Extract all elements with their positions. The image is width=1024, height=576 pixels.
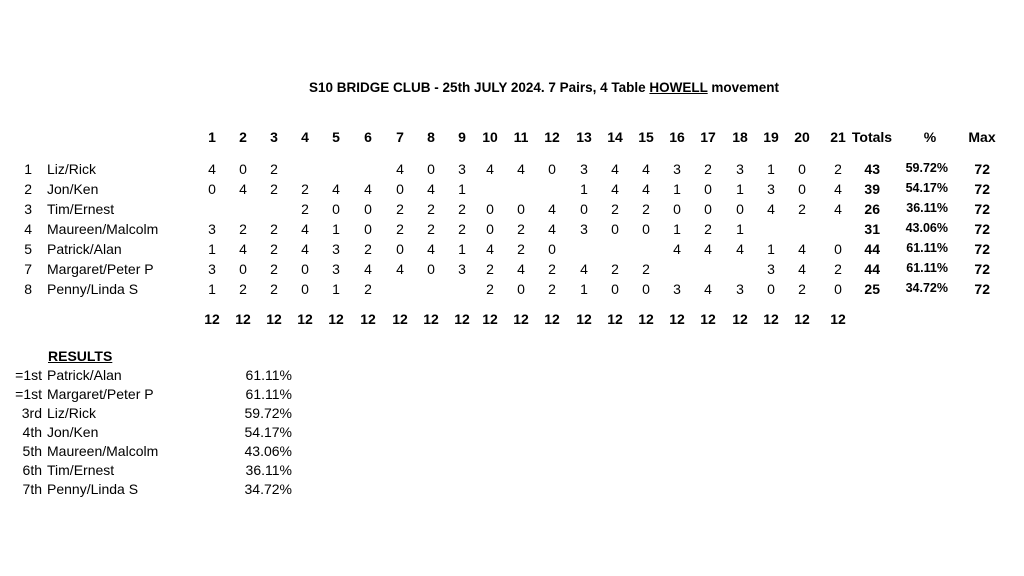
score-cell: 2 xyxy=(798,281,806,297)
score-cell: 2 xyxy=(704,221,712,237)
score-cell: 4 xyxy=(548,221,556,237)
score-cell: 0 xyxy=(642,281,650,297)
score-cell: 1 xyxy=(673,181,681,197)
board-max-value: 12 xyxy=(669,311,685,327)
score-cell: 2 xyxy=(396,201,404,217)
pair-number: 8 xyxy=(24,281,32,297)
board-header: 14 xyxy=(607,129,623,145)
score-cell: 1 xyxy=(767,161,775,177)
result-row xyxy=(0,386,300,404)
pair-name: Maureen/Malcolm xyxy=(47,221,159,237)
pair-percent: 59.72% xyxy=(905,161,948,175)
score-cell: 2 xyxy=(548,281,556,297)
score-cell: 0 xyxy=(611,281,619,297)
board-header: 16 xyxy=(669,129,685,145)
pair-total: 25 xyxy=(864,281,880,297)
score-cell: 0 xyxy=(396,241,404,257)
pair-name: Jon/Ken xyxy=(47,181,99,197)
board-max-value: 12 xyxy=(360,311,376,327)
score-cell: 4 xyxy=(736,241,744,257)
board-header: 9 xyxy=(458,129,466,145)
result-percent: 54.17% xyxy=(244,424,292,440)
board-max-value: 12 xyxy=(235,311,251,327)
score-cell: 4 xyxy=(548,201,556,217)
score-cell: 4 xyxy=(396,261,404,277)
score-cell: 4 xyxy=(486,161,494,177)
totals-header: Totals xyxy=(851,129,893,145)
score-cell: 4 xyxy=(642,161,650,177)
board-header: 6 xyxy=(364,129,372,145)
score-cell: 0 xyxy=(834,241,842,257)
score-cell: 4 xyxy=(364,181,372,197)
score-cell: 2 xyxy=(396,221,404,237)
board-header: 7 xyxy=(396,129,404,145)
score-cell: 2 xyxy=(301,181,309,197)
score-cell: 4 xyxy=(301,241,309,257)
board-header: 19 xyxy=(763,129,779,145)
score-cell: 3 xyxy=(673,281,681,297)
board-max-value: 12 xyxy=(204,311,220,327)
pair-number: 7 xyxy=(24,261,32,277)
pair-number: 2 xyxy=(24,181,32,197)
score-cell: 1 xyxy=(736,221,744,237)
score-cell: 0 xyxy=(517,201,525,217)
score-cell: 2 xyxy=(301,201,309,217)
score-cell: 4 xyxy=(580,261,588,277)
board-header: 2 xyxy=(239,129,247,145)
score-cell: 4 xyxy=(239,181,247,197)
score-cell: 4 xyxy=(611,181,619,197)
score-cell: 3 xyxy=(458,261,466,277)
score-cell: 1 xyxy=(580,281,588,297)
score-cell: 3 xyxy=(767,181,775,197)
score-cell: 2 xyxy=(270,221,278,237)
score-cell: 4 xyxy=(798,241,806,257)
pair-percent: 61.11% xyxy=(906,241,948,255)
pair-number: 1 xyxy=(24,161,32,177)
score-cell: 0 xyxy=(834,281,842,297)
pair-max: 72 xyxy=(974,241,990,257)
score-cell: 1 xyxy=(673,221,681,237)
score-cell: 4 xyxy=(364,261,372,277)
result-position: 6th xyxy=(22,462,42,478)
score-cell: 0 xyxy=(642,221,650,237)
pct-header: % xyxy=(923,129,937,145)
board-max-value: 12 xyxy=(544,311,560,327)
score-cell: 0 xyxy=(301,281,309,297)
pair-percent: 54.17% xyxy=(905,181,948,195)
result-position: 5th xyxy=(22,443,42,459)
result-position: 7th xyxy=(22,481,42,497)
result-percent: 61.11% xyxy=(245,367,292,383)
result-percent: 34.72% xyxy=(244,481,292,497)
pair-max: 72 xyxy=(974,201,990,217)
score-cell: 0 xyxy=(301,261,309,277)
score-cell: 0 xyxy=(208,181,216,197)
score-cell: 4 xyxy=(427,241,435,257)
board-max-value: 12 xyxy=(328,311,344,327)
board-max-value: 12 xyxy=(830,311,846,327)
score-cell: 2 xyxy=(517,221,525,237)
score-cell: 2 xyxy=(364,241,372,257)
score-cell: 0 xyxy=(486,201,494,217)
score-cell: 0 xyxy=(486,221,494,237)
score-cell: 1 xyxy=(767,241,775,257)
board-header: 12 xyxy=(544,129,560,145)
result-row xyxy=(0,424,300,442)
board-header: 3 xyxy=(270,129,278,145)
board-header: 17 xyxy=(700,129,716,145)
result-row xyxy=(0,462,300,480)
result-name: Liz/Rick xyxy=(47,405,97,421)
board-max-value: 12 xyxy=(423,311,439,327)
result-name: Tim/Ernest xyxy=(47,462,115,478)
score-cell: 4 xyxy=(427,181,435,197)
pair-max: 72 xyxy=(974,161,990,177)
score-cell: 2 xyxy=(548,261,556,277)
board-max-value: 12 xyxy=(513,311,529,327)
result-name: Maureen/Malcolm xyxy=(47,443,159,459)
score-cell: 0 xyxy=(673,201,681,217)
title-prefix: S10 BRIDGE CLUB - 25th JULY 2024. 7 Pairs, 4 Table xyxy=(309,80,650,95)
pair-percent: 36.11% xyxy=(906,201,948,215)
score-cell: 1 xyxy=(208,241,216,257)
score-cell: 0 xyxy=(548,241,556,257)
score-cell: 4 xyxy=(517,161,525,177)
result-name: Jon/Ken xyxy=(47,424,99,440)
score-cell: 4 xyxy=(673,241,681,257)
pair-number: 5 xyxy=(24,241,32,257)
score-cell: 2 xyxy=(458,201,466,217)
score-cell: 2 xyxy=(270,181,278,197)
board-max-value: 12 xyxy=(732,311,748,327)
score-cell: 1 xyxy=(332,221,340,237)
result-row xyxy=(0,405,300,423)
page-title xyxy=(0,80,1024,95)
board-header: 21 xyxy=(830,129,846,145)
score-cell: 0 xyxy=(580,201,588,217)
board-max-value: 12 xyxy=(392,311,408,327)
result-name: Margaret/Peter P xyxy=(47,386,154,402)
score-cell: 4 xyxy=(486,241,494,257)
board-max-value: 12 xyxy=(576,311,592,327)
result-position: =1st xyxy=(15,367,42,383)
board-header: 18 xyxy=(732,129,748,145)
score-cell: 0 xyxy=(239,261,247,277)
board-max-value: 12 xyxy=(638,311,654,327)
score-cell: 0 xyxy=(736,201,744,217)
score-cell: 0 xyxy=(427,261,435,277)
board-header: 11 xyxy=(513,129,529,145)
board-max-value: 12 xyxy=(607,311,623,327)
score-cell: 3 xyxy=(736,281,744,297)
result-percent: 43.06% xyxy=(244,443,292,459)
result-position: =1st xyxy=(15,386,42,402)
result-row xyxy=(0,367,300,385)
score-cell: 2 xyxy=(611,201,619,217)
score-cell: 0 xyxy=(704,201,712,217)
board-max-value: 12 xyxy=(482,311,498,327)
result-position: 3rd xyxy=(21,405,42,421)
board-header: 15 xyxy=(638,129,654,145)
board-max-value: 12 xyxy=(454,311,470,327)
pair-percent: 34.72% xyxy=(905,281,948,295)
score-cell: 2 xyxy=(642,261,650,277)
score-cell: 2 xyxy=(270,281,278,297)
result-row xyxy=(0,443,300,461)
score-cell: 0 xyxy=(364,201,372,217)
score-cell: 2 xyxy=(364,281,372,297)
score-cell: 2 xyxy=(642,201,650,217)
board-header: 5 xyxy=(332,129,340,145)
score-cell: 1 xyxy=(458,181,466,197)
score-cell: 0 xyxy=(427,161,435,177)
score-cell: 4 xyxy=(704,241,712,257)
score-cell: 1 xyxy=(332,281,340,297)
pair-total: 26 xyxy=(864,201,880,217)
board-header: 20 xyxy=(794,129,810,145)
score-cell: 4 xyxy=(301,221,309,237)
score-cell: 2 xyxy=(270,261,278,277)
score-cell: 4 xyxy=(704,281,712,297)
score-cell: 3 xyxy=(767,261,775,277)
board-header: 1 xyxy=(208,129,216,145)
board-max-value: 12 xyxy=(297,311,313,327)
board-max-value: 12 xyxy=(763,311,779,327)
results-title: RESULTS xyxy=(48,348,113,364)
pair-name: Penny/Linda S xyxy=(47,281,139,297)
board-max-value: 12 xyxy=(794,311,810,327)
score-cell: 3 xyxy=(332,241,340,257)
score-cell: 4 xyxy=(332,181,340,197)
pair-name: Liz/Rick xyxy=(47,161,97,177)
score-cell: 2 xyxy=(458,221,466,237)
score-cell: 0 xyxy=(767,281,775,297)
pair-max: 72 xyxy=(974,281,990,297)
result-percent: 59.72% xyxy=(244,405,292,421)
result-percent: 61.11% xyxy=(245,386,292,402)
score-cell: 2 xyxy=(270,241,278,257)
score-cell: 0 xyxy=(332,201,340,217)
pair-name: Patrick/Alan xyxy=(47,241,122,257)
score-cell: 4 xyxy=(208,161,216,177)
board-header: 13 xyxy=(576,129,592,145)
score-cell: 2 xyxy=(486,281,494,297)
score-cell: 1 xyxy=(736,181,744,197)
pair-max: 72 xyxy=(974,261,990,277)
result-name: Patrick/Alan xyxy=(47,367,122,383)
score-cell: 4 xyxy=(767,201,775,217)
score-cell: 3 xyxy=(580,221,588,237)
title-underlined: HOWELL xyxy=(649,80,708,95)
pair-total: 43 xyxy=(864,161,880,177)
pair-percent: 61.11% xyxy=(906,261,948,275)
score-cell: 2 xyxy=(611,261,619,277)
score-cell: 2 xyxy=(270,161,278,177)
pair-total: 44 xyxy=(864,261,880,277)
score-cell: 2 xyxy=(798,201,806,217)
score-cell: 0 xyxy=(548,161,556,177)
score-cell: 0 xyxy=(704,181,712,197)
score-cell: 0 xyxy=(364,221,372,237)
board-max-value: 12 xyxy=(266,311,282,327)
score-cell: 0 xyxy=(239,161,247,177)
pair-total: 31 xyxy=(864,221,880,237)
pair-percent: 43.06% xyxy=(905,221,948,235)
board-header: 4 xyxy=(301,129,309,145)
score-cell: 4 xyxy=(798,261,806,277)
score-cell: 3 xyxy=(332,261,340,277)
result-name: Penny/Linda S xyxy=(47,481,139,497)
score-cell: 2 xyxy=(427,201,435,217)
score-cell: 1 xyxy=(458,241,466,257)
score-cell: 0 xyxy=(396,181,404,197)
score-cell: 4 xyxy=(611,161,619,177)
score-cell: 2 xyxy=(239,221,247,237)
pair-number: 3 xyxy=(24,201,32,217)
score-cell: 4 xyxy=(642,181,650,197)
score-cell: 2 xyxy=(427,221,435,237)
score-cell: 3 xyxy=(673,161,681,177)
score-cell: 4 xyxy=(834,181,842,197)
score-cell: 1 xyxy=(208,281,216,297)
result-percent: 36.11% xyxy=(245,462,292,478)
pair-max: 72 xyxy=(974,221,990,237)
score-cell: 0 xyxy=(611,221,619,237)
pair-name: Tim/Ernest xyxy=(47,201,115,217)
score-cell: 2 xyxy=(834,161,842,177)
max-header: Max xyxy=(968,129,996,145)
score-cell: 0 xyxy=(517,281,525,297)
board-max-value: 12 xyxy=(700,311,716,327)
score-cell: 4 xyxy=(396,161,404,177)
result-position: 4th xyxy=(22,424,42,440)
score-cell: 4 xyxy=(517,261,525,277)
board-header: 10 xyxy=(482,129,498,145)
score-cell: 2 xyxy=(239,281,247,297)
pair-max: 72 xyxy=(974,181,990,197)
score-cell: 2 xyxy=(704,161,712,177)
pair-total: 39 xyxy=(864,181,880,197)
pair-total: 44 xyxy=(864,241,880,257)
score-cell: 3 xyxy=(208,261,216,277)
title-suffix: movement xyxy=(707,80,779,95)
score-cell: 2 xyxy=(834,261,842,277)
score-cell: 4 xyxy=(834,201,842,217)
score-cell: 3 xyxy=(736,161,744,177)
score-cell: 0 xyxy=(798,161,806,177)
result-row xyxy=(0,481,300,499)
score-cell: 3 xyxy=(580,161,588,177)
score-cell: 3 xyxy=(458,161,466,177)
score-cell: 4 xyxy=(239,241,247,257)
board-header: 8 xyxy=(427,129,435,145)
score-cell: 2 xyxy=(517,241,525,257)
pair-number: 4 xyxy=(24,221,32,237)
pair-name: Margaret/Peter P xyxy=(47,261,154,277)
score-cell: 3 xyxy=(208,221,216,237)
score-cell: 1 xyxy=(580,181,588,197)
score-cell: 2 xyxy=(486,261,494,277)
score-cell: 0 xyxy=(798,181,806,197)
